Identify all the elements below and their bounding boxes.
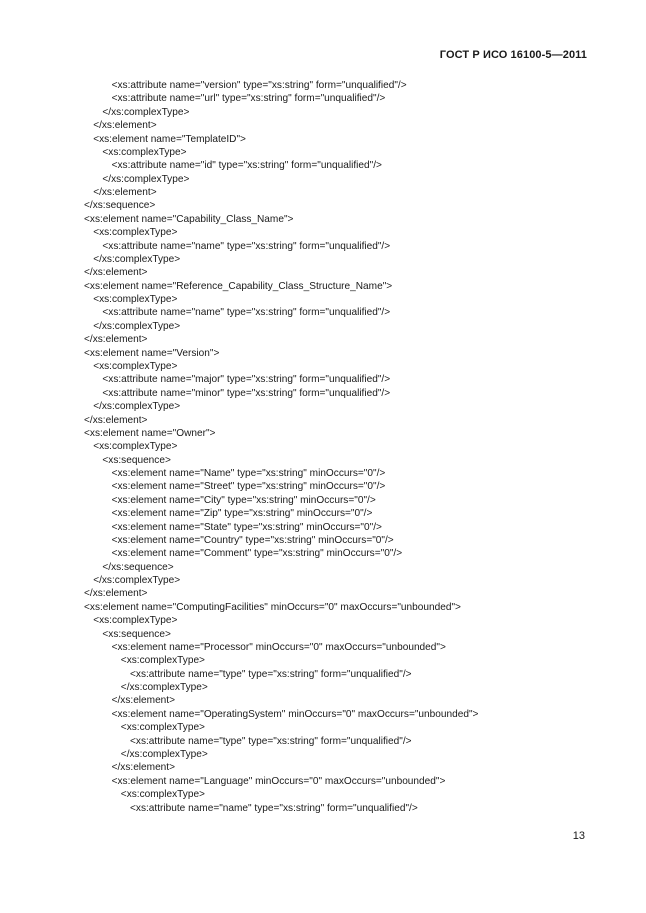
code-line: </xs:element> bbox=[84, 588, 148, 600]
code-line: </xs:complexType> bbox=[102, 106, 190, 118]
code-line: <xs:complexType> bbox=[93, 227, 178, 239]
code-line: </xs:complexType> bbox=[93, 320, 181, 332]
code-line: <xs:attribute name="minor" type="xs:string" form="unqualified"/> bbox=[102, 387, 391, 399]
code-line: <xs:attribute name="name" type="xs:string" form="unqualified"/> bbox=[102, 240, 391, 252]
code-line: </xs:element> bbox=[84, 267, 148, 279]
code-line: <xs:sequence> bbox=[102, 454, 171, 466]
code-line: <xs:attribute name="name" type="xs:string" form="unqualified"/> bbox=[102, 307, 391, 319]
page-number: 13 bbox=[572, 830, 585, 842]
code-line: <xs:complexType> bbox=[93, 294, 178, 306]
code-line: <xs:complexType> bbox=[93, 360, 178, 372]
code-line: </xs:element> bbox=[93, 120, 157, 132]
code-line: <xs:attribute name="major" type="xs:string" form="unqualified"/> bbox=[102, 374, 391, 386]
code-line: </xs:complexType> bbox=[93, 575, 181, 587]
code-line: <xs:attribute name="type" type="xs:string" form="unqualified"/> bbox=[130, 668, 412, 680]
code-line: <xs:attribute name="id" type="xs:string" form="unqualified"/> bbox=[111, 160, 382, 172]
code-line: </xs:complexType> bbox=[102, 173, 190, 185]
code-line: </xs:element> bbox=[84, 334, 148, 346]
code-line: <xs:element name="Zip" type="xs:string" minOccurs="0"/> bbox=[111, 508, 373, 520]
code-line: </xs:element> bbox=[111, 762, 175, 774]
code-line: <xs:element name="Owner"> bbox=[84, 427, 216, 439]
code-line: </xs:sequence> bbox=[84, 200, 156, 212]
code-line: <xs:element name="Country" type="xs:string" minOccurs="0"/> bbox=[111, 534, 394, 546]
code-line: <xs:attribute name="type" type="xs:string" form="unqualified"/> bbox=[130, 735, 412, 747]
code-line: <xs:attribute name="version" type="xs:string" form="unqualified"/> bbox=[111, 80, 407, 91]
code-line: <xs:element name="Version"> bbox=[84, 347, 220, 359]
code-line: <xs:sequence> bbox=[102, 628, 171, 640]
code-line: <xs:element name="State" type="xs:string" minOccurs="0"/> bbox=[111, 521, 382, 533]
code-line: <xs:element name="Street" type="xs:string" minOccurs="0"/> bbox=[111, 481, 386, 493]
code-line: </xs:element> bbox=[93, 187, 157, 199]
code-line: <xs:element name="Reference_Capability_Class_Structure_Name"> bbox=[84, 280, 393, 292]
code-line: <xs:element name="ComputingFacilities" minOccurs="0" maxOccurs="unbounded"> bbox=[84, 601, 461, 613]
code-line: <xs:element name="TemplateID"> bbox=[93, 133, 246, 145]
code-line: <xs:complexType> bbox=[93, 615, 178, 627]
code-line: <xs:element name="City" type="xs:string" minOccurs="0"/> bbox=[111, 494, 376, 506]
code-line: <xs:complexType> bbox=[102, 146, 187, 158]
code-line: <xs:complexType> bbox=[93, 441, 178, 453]
code-line: <xs:element name="Capability_Class_Name"> bbox=[84, 213, 294, 225]
code-line: </xs:element> bbox=[111, 695, 175, 707]
code-line: <xs:element name="Name" type="xs:string" minOccurs="0"/> bbox=[111, 468, 386, 480]
code-line: <xs:complexType> bbox=[120, 655, 205, 667]
code-line: </xs:complexType> bbox=[93, 401, 181, 413]
code-line: <xs:element name="Comment" type="xs:string" minOccurs="0"/> bbox=[111, 548, 403, 560]
code-line: <xs:element name="OperatingSystem" minOccurs="0" maxOccurs="unbounded"> bbox=[111, 708, 479, 720]
code-line: <xs:element name="Processor" minOccurs="0" maxOccurs="unbounded"> bbox=[111, 641, 446, 653]
code-line: <xs:attribute name="url" type="xs:string" form="unqualified"/> bbox=[111, 93, 386, 105]
code-line: </xs:complexType> bbox=[93, 253, 181, 265]
code-line: <xs:complexType> bbox=[120, 789, 205, 801]
code-line: </xs:complexType> bbox=[120, 682, 208, 694]
code-line: </xs:complexType> bbox=[120, 749, 208, 760]
code-line: <xs:attribute name="name" type="xs:string" form="unqualified"/> bbox=[130, 802, 418, 814]
code-line: <xs:complexType> bbox=[120, 722, 205, 734]
document-header: ГОСТ Р ИСО 16100-5—2011 bbox=[439, 49, 587, 61]
code-line: </xs:element> bbox=[84, 414, 148, 426]
code-line: <xs:element name="Language" minOccurs="0" maxOccurs="unbounded"> bbox=[111, 775, 446, 787]
code-line: </xs:sequence> bbox=[102, 561, 174, 573]
